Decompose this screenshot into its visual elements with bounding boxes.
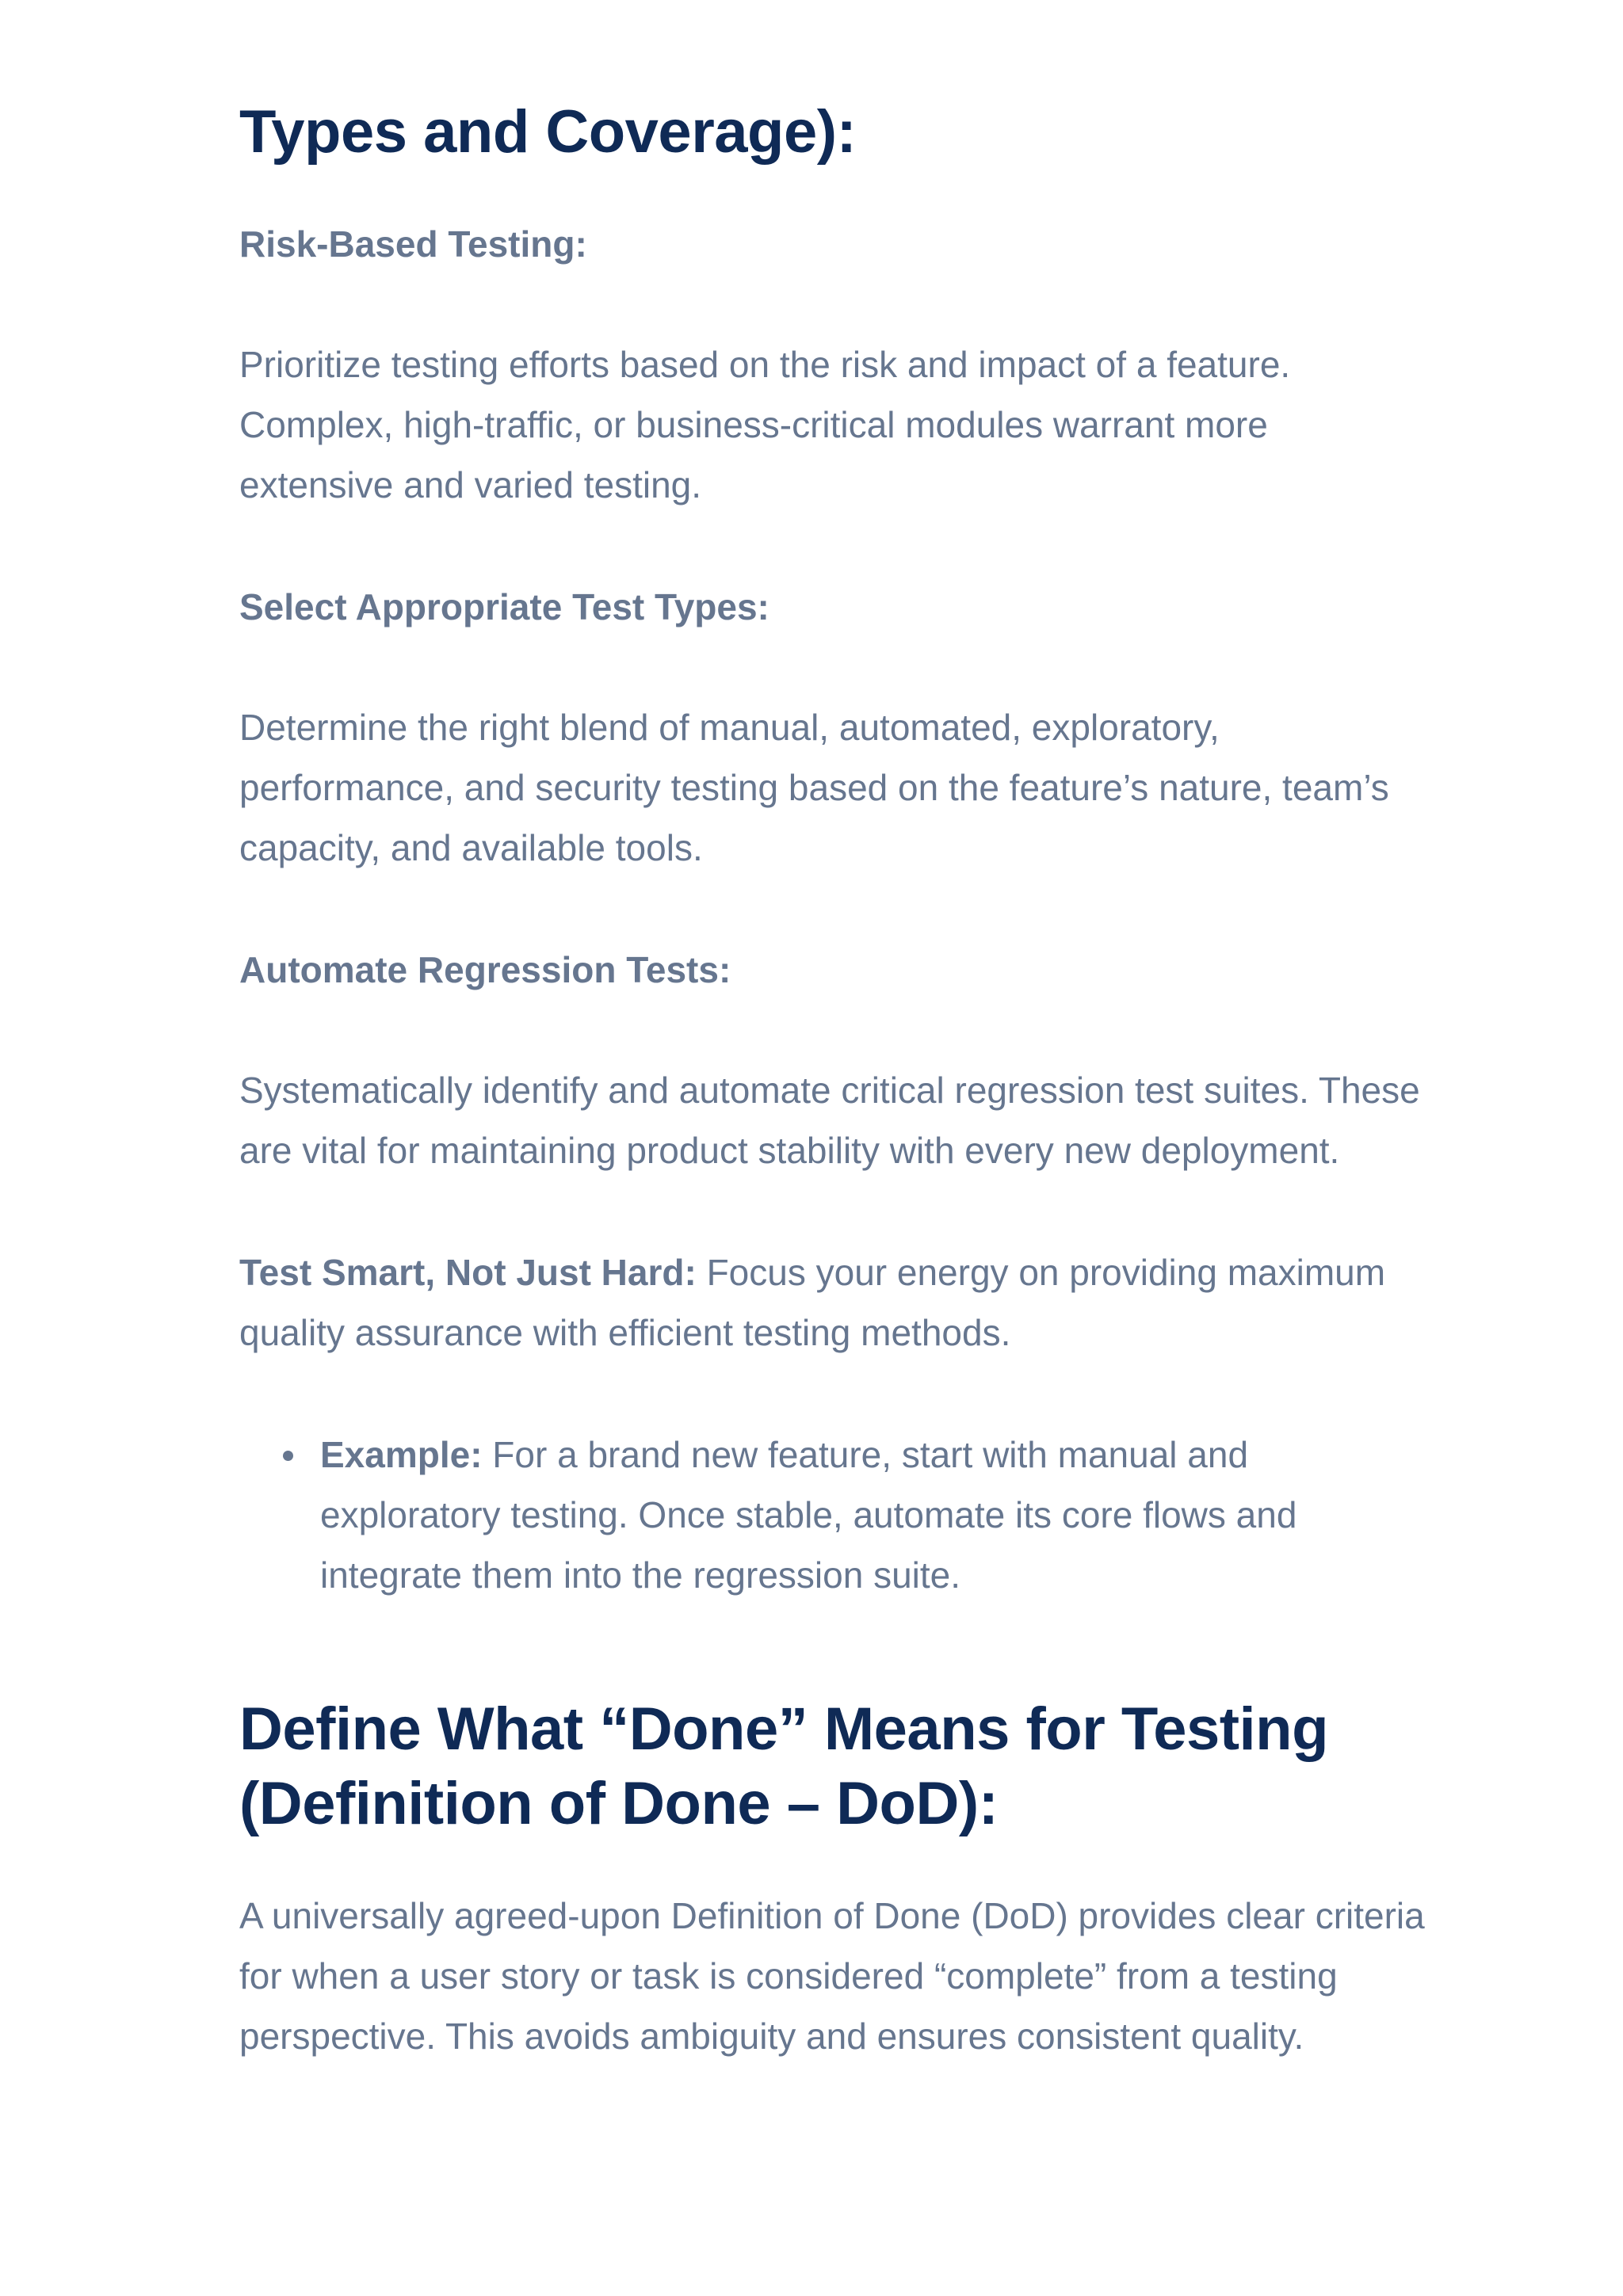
- example-text: For a brand new feature, start with manual and exploratory testing. Once stable, automate its core flows and integrate them into the regression suite.: [320, 1434, 1297, 1596]
- risk-based-testing-body: Prioritize testing efforts based on the risk and impact of a feature. Complex, high-traffic, or business-critical modules warrant more extensive and varied testing.: [239, 344, 1291, 505]
- dod-paragraph: A universally agreed-upon Definition of Done (DoD) provides clear criteria for when a user story or task is considered “complete” from a testing perspective. This avoids ambiguity and ensures consistent quality.: [239, 1895, 1425, 2057]
- risk-based-testing-title: Risk-Based Testing:: [239, 223, 587, 265]
- section-heading-types-coverage: Types and Coverage):: [239, 98, 857, 166]
- section-heading-definition-of-done: Define What “Done” Means for Testing (Definition of Done – DoD):: [239, 1695, 1329, 1837]
- select-test-types-body: Determine the right blend of manual, automated, exploratory, performance, and security testing based on the feature’s nature, team’s capacity, and available tools.: [239, 707, 1389, 868]
- list-item: [239, 1425, 1428, 1605]
- article-content: [239, 95, 1428, 2066]
- test-smart-label: Test Smart, Not Just Hard:: [239, 1252, 697, 1293]
- test-smart-text: Focus your energy on providing maximum quality assurance with efficient testing methods.: [239, 1252, 1386, 1353]
- automate-regression-body: Systematically identify and automate critical regression test suites. These are vital for maintaining product stability with every new deployment.: [239, 1070, 1420, 1171]
- example-label: Example:: [320, 1434, 483, 1475]
- example-list: [239, 1425, 1428, 1605]
- automate-regression-title: Automate Regression Tests:: [239, 949, 731, 990]
- select-test-types-title: Select Appropriate Test Types:: [239, 586, 769, 627]
- bullet-icon: [283, 1451, 293, 1461]
- test-smart-paragraph: [239, 1242, 1428, 1363]
